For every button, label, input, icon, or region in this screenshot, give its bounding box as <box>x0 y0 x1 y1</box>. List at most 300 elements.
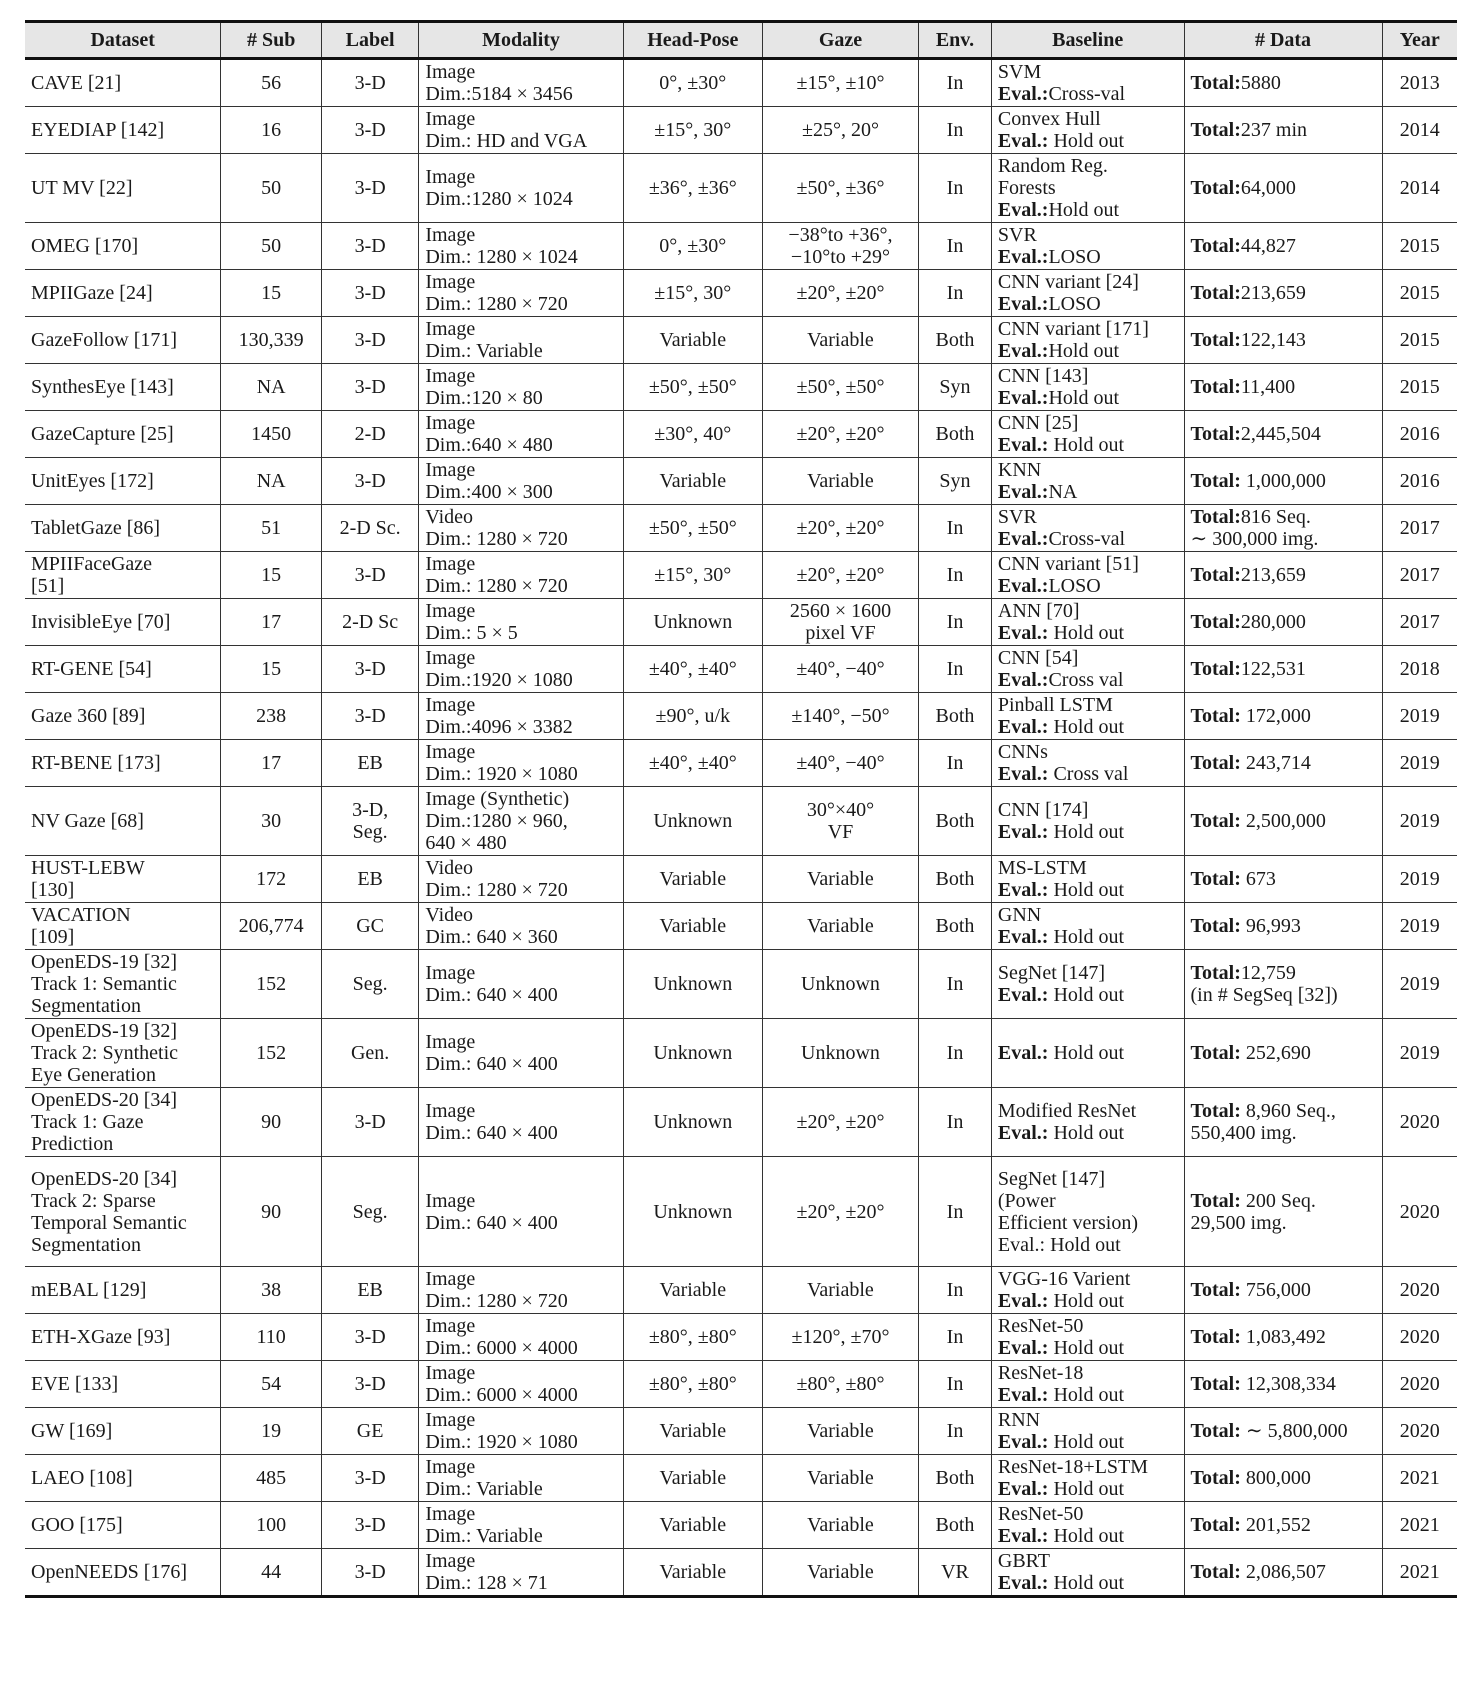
modality-line: Dim.:4096 × 3382 <box>425 716 573 738</box>
gaze-line: 30°×40° <box>806 799 875 821</box>
label-line: GC <box>356 915 385 937</box>
cell-modality <box>419 154 623 223</box>
cell-data <box>1184 1455 1382 1502</box>
cell-modality <box>419 787 623 856</box>
head-pose-line: Variable <box>659 1561 727 1583</box>
modality-line: Dim.:1280 × 1024 <box>425 188 573 210</box>
cell-sub: 51 <box>221 505 322 552</box>
cell-data <box>1184 317 1382 364</box>
cell-year: 2020 <box>1382 1408 1457 1455</box>
data-count-line <box>1191 282 1376 304</box>
cell-head-pose <box>623 1314 762 1361</box>
cell-modality <box>419 903 623 950</box>
cell-modality <box>419 1157 623 1267</box>
baseline-line <box>998 108 1178 130</box>
baseline-value: Hold out <box>1048 1122 1124 1144</box>
cell-env: In <box>919 552 992 599</box>
label-line: 3-D <box>354 1467 386 1489</box>
gaze-line: 2560 × 1600 <box>789 600 892 622</box>
label-line: Seg. <box>352 1200 388 1223</box>
cell-sub: 485 <box>221 1455 322 1502</box>
modality-line: Image <box>425 600 476 622</box>
data-count-line <box>1191 1561 1376 1583</box>
cell-year: 2019 <box>1382 740 1457 787</box>
table-row <box>25 1408 1457 1455</box>
cell-baseline <box>991 458 1184 505</box>
table-row <box>25 1088 1457 1157</box>
cell-label <box>321 59 418 107</box>
baseline-bold-label: Eval.: <box>997 340 1049 362</box>
table-row <box>25 1267 1457 1314</box>
table-row <box>25 646 1457 693</box>
label-line: 3-D <box>354 1561 386 1583</box>
data-count-bold-label: Total: <box>1190 1373 1241 1395</box>
dataset-line: OpenEDS-20 [34] <box>31 1089 178 1111</box>
cell-data <box>1184 693 1382 740</box>
col-header-gaze: Gaze <box>762 22 918 59</box>
cell-sub: NA <box>221 458 322 505</box>
dataset-line: Gaze 360 [89] <box>31 705 146 727</box>
head-pose-line: Variable <box>659 915 727 937</box>
cell-dataset <box>25 1549 221 1597</box>
table-row <box>25 223 1457 270</box>
cell-label <box>321 505 418 552</box>
data-count-line <box>1191 658 1376 680</box>
head-pose-line: ±90°, u/k <box>655 705 731 727</box>
gaze-line: ±20°, ±20° <box>796 1111 885 1133</box>
gaze-line: ±120°, ±70° <box>791 1326 890 1348</box>
table-row <box>25 154 1457 223</box>
cell-sub: 16 <box>221 107 322 154</box>
cell-dataset <box>25 1455 221 1502</box>
cell-head-pose <box>623 505 762 552</box>
data-count-value: 550,400 img. <box>1190 1122 1297 1144</box>
baseline-value: SegNet [147] <box>997 1167 1106 1190</box>
cell-year: 2021 <box>1382 1502 1457 1549</box>
cell-modality <box>419 223 623 270</box>
data-count-line <box>1191 423 1376 445</box>
data-count-value: 213,659 <box>1240 564 1306 586</box>
data-count-bold-label: Total: <box>1190 1100 1241 1122</box>
head-pose-line: ±80°, ±80° <box>648 1373 737 1395</box>
cell-label <box>321 903 418 950</box>
modality-line: Dim.: 640 × 400 <box>425 984 558 1006</box>
cell-label <box>321 1502 418 1549</box>
head-pose-line: Unknown <box>653 810 733 832</box>
cell-modality <box>419 646 623 693</box>
modality-line: Dim.:1280 × 960, <box>425 810 568 832</box>
baseline-line <box>998 459 1178 481</box>
data-count-bold-label: Total: <box>1190 235 1241 257</box>
data-count-value: 2,086,507 <box>1240 1561 1326 1583</box>
table-row <box>25 270 1457 317</box>
cell-gaze <box>762 1361 918 1408</box>
data-count-value: 201,552 <box>1240 1514 1311 1536</box>
modality-line: Image <box>425 365 476 387</box>
baseline-line <box>998 904 1178 926</box>
cell-gaze <box>762 693 918 740</box>
data-count-bold-label: Total: <box>1190 1467 1241 1489</box>
baseline-bold-label: Eval.: <box>997 1122 1049 1144</box>
data-count-bold-label: Total: <box>1190 564 1241 586</box>
data-count-value: ∼ 300,000 img. <box>1190 528 1319 550</box>
modality-line: Image <box>425 553 476 575</box>
cell-baseline <box>991 1408 1184 1455</box>
head-pose-line: ±15°, 30° <box>654 564 732 586</box>
cell-data <box>1184 154 1382 223</box>
cell-data <box>1184 223 1382 270</box>
cell-head-pose <box>623 693 762 740</box>
baseline-value: SVR <box>997 506 1037 528</box>
gaze-line: ±20°, ±20° <box>796 1200 885 1223</box>
baseline-line <box>998 669 1178 691</box>
baseline-line <box>998 1315 1178 1337</box>
head-pose-line: ±30°, 40° <box>654 423 732 445</box>
cell-dataset <box>25 59 221 107</box>
table-row <box>25 903 1457 950</box>
cell-env: Both <box>919 411 992 458</box>
cell-baseline <box>991 1314 1184 1361</box>
cell-dataset <box>25 1361 221 1408</box>
modality-line: Image <box>425 318 476 340</box>
cell-sub: 206,774 <box>221 903 322 950</box>
cell-modality <box>419 270 623 317</box>
cell-dataset <box>25 1408 221 1455</box>
baseline-line <box>998 246 1178 268</box>
cell-sub: NA <box>221 364 322 411</box>
baseline-value: CNN [54] <box>997 647 1079 669</box>
gaze-line: ±80°, ±80° <box>796 1373 885 1395</box>
data-count-value: 213,659 <box>1240 282 1306 304</box>
data-count-value: 673 <box>1240 868 1276 890</box>
baseline-value: (Power <box>997 1189 1056 1212</box>
cell-env: Both <box>919 787 992 856</box>
cell-head-pose <box>623 1088 762 1157</box>
header-row <box>25 22 1457 59</box>
baseline-value: Hold out <box>1048 1431 1124 1453</box>
modality-line: Image <box>425 271 476 293</box>
dataset-line: InvisibleEye [70] <box>31 611 171 633</box>
cell-year: 2017 <box>1382 599 1457 646</box>
cell-data <box>1184 1019 1382 1088</box>
cell-label <box>321 154 418 223</box>
cell-head-pose <box>623 740 762 787</box>
label-line: 3-D <box>354 1373 386 1395</box>
cell-year: 2020 <box>1382 1267 1457 1314</box>
cell-year: 2015 <box>1382 364 1457 411</box>
cell-sub: 172 <box>221 856 322 903</box>
cell-modality <box>419 1549 623 1597</box>
head-pose-line: ±50°, ±50° <box>648 517 737 539</box>
col-header-head-pose: Head-Pose <box>623 22 762 59</box>
cell-dataset <box>25 107 221 154</box>
baseline-bold-label: Eval.: <box>997 1337 1049 1359</box>
cell-dataset <box>25 599 221 646</box>
cell-sub: 56 <box>221 59 322 107</box>
cell-year: 2020 <box>1382 1314 1457 1361</box>
cell-label <box>321 599 418 646</box>
cell-modality <box>419 693 623 740</box>
baseline-line <box>998 155 1178 177</box>
modality-line: Dim.: HD and VGA <box>425 130 588 152</box>
cell-head-pose <box>623 107 762 154</box>
baseline-value: Hold out <box>1048 1042 1124 1064</box>
cell-label <box>321 1157 418 1267</box>
baseline-bold-label: Eval.: <box>997 1431 1049 1453</box>
cell-data <box>1184 505 1382 552</box>
cell-data <box>1184 1314 1382 1361</box>
cell-dataset <box>25 154 221 223</box>
cell-year: 2017 <box>1382 552 1457 599</box>
dataset-line: OMEG [170] <box>31 235 139 257</box>
baseline-value: ResNet-18+LSTM <box>997 1456 1149 1478</box>
col-header-baseline: Baseline <box>991 22 1184 59</box>
head-pose-line: 0°, ±30° <box>659 72 727 94</box>
gaze-line: Variable <box>807 1514 874 1536</box>
data-count-line <box>1191 1042 1376 1064</box>
baseline-line <box>998 575 1178 597</box>
modality-line: Image <box>425 1189 476 1212</box>
head-pose-line: Unknown <box>653 1200 733 1223</box>
label-line: 3-D <box>354 1326 386 1348</box>
modality-line: Dim.: 6000 × 4000 <box>425 1337 578 1359</box>
baseline-bold-label: Eval.: <box>997 199 1049 221</box>
cell-label <box>321 740 418 787</box>
col-header-dataset: Dataset <box>25 22 221 59</box>
cell-baseline <box>991 950 1184 1019</box>
data-count-bold-label: Total: <box>1190 810 1241 832</box>
cell-data <box>1184 1502 1382 1549</box>
data-count-line <box>1191 1279 1376 1301</box>
cell-head-pose <box>623 1455 762 1502</box>
data-count-bold-label: Total: <box>1190 72 1241 94</box>
data-count-value: 64,000 <box>1240 177 1296 199</box>
table-row <box>25 59 1457 107</box>
dataset-line: EVE [133] <box>31 1373 119 1395</box>
dataset-line: SynthesEye [143] <box>31 376 174 398</box>
dataset-line: OpenEDS-19 [32] <box>31 951 178 973</box>
cell-dataset <box>25 1314 221 1361</box>
baseline-line <box>998 506 1178 528</box>
cell-modality <box>419 317 623 364</box>
label-line: EB <box>357 868 383 890</box>
data-count-line <box>1191 1326 1376 1348</box>
gaze-line: pixel VF <box>805 622 876 644</box>
cell-baseline <box>991 693 1184 740</box>
data-count-line <box>1191 506 1376 528</box>
baseline-value: MS-LSTM <box>997 857 1087 879</box>
data-count-value: 1,000,000 <box>1240 470 1326 492</box>
label-line: 3-D <box>354 1111 386 1133</box>
cell-data <box>1184 1157 1382 1267</box>
baseline-value: CNN variant [171] <box>997 318 1149 340</box>
cell-dataset <box>25 458 221 505</box>
baseline-bold-label: Eval.: <box>997 1384 1049 1406</box>
cell-baseline <box>991 411 1184 458</box>
data-count-line <box>1191 868 1376 890</box>
modality-line: Dim.: 128 × 71 <box>425 1572 548 1594</box>
data-count-bold-label: Total: <box>1190 282 1241 304</box>
cell-head-pose <box>623 903 762 950</box>
baseline-value: Hold out <box>1048 926 1124 948</box>
cell-baseline <box>991 107 1184 154</box>
baseline-bold-label: Eval.: <box>997 984 1049 1006</box>
cell-label <box>321 1314 418 1361</box>
cell-head-pose <box>623 411 762 458</box>
cell-gaze <box>762 1502 918 1549</box>
cell-baseline <box>991 505 1184 552</box>
cell-modality <box>419 1019 623 1088</box>
gaze-line: Variable <box>807 1279 874 1301</box>
cell-env: In <box>919 505 992 552</box>
data-count-line <box>1191 177 1376 199</box>
data-count-line <box>1191 235 1376 257</box>
cell-gaze <box>762 903 918 950</box>
cell-sub: 38 <box>221 1267 322 1314</box>
modality-line: Video <box>425 904 474 926</box>
baseline-line <box>998 879 1178 901</box>
gaze-line: ±50°, ±36° <box>796 177 885 199</box>
baseline-bold-label: Eval.: <box>997 879 1049 901</box>
baseline-line <box>998 1550 1178 1572</box>
cell-label <box>321 856 418 903</box>
cell-year: 2014 <box>1382 154 1457 223</box>
cell-head-pose <box>623 1157 762 1267</box>
cell-head-pose <box>623 1502 762 1549</box>
cell-baseline <box>991 1019 1184 1088</box>
baseline-value: RNN <box>997 1409 1041 1431</box>
col-header-data: # Data <box>1184 22 1382 59</box>
cell-data <box>1184 1088 1382 1157</box>
cell-data <box>1184 1267 1382 1314</box>
baseline-value: GNN <box>997 904 1042 926</box>
cell-env: In <box>919 59 992 107</box>
label-line: 3-D <box>354 1514 386 1536</box>
table-row <box>25 505 1457 552</box>
cell-gaze <box>762 154 918 223</box>
baseline-bold-label: Eval.: <box>997 387 1049 409</box>
cell-env: In <box>919 223 992 270</box>
baseline-value: Cross val <box>1048 763 1129 785</box>
head-pose-line: Unknown <box>653 1111 733 1133</box>
baseline-value: Hold out <box>1048 1384 1124 1406</box>
head-pose-line: Variable <box>659 1279 727 1301</box>
dataset-line: [130] <box>31 879 75 901</box>
dataset-line: [109] <box>31 926 75 948</box>
baseline-value: LOSO <box>1048 293 1101 315</box>
table-row <box>25 856 1457 903</box>
baseline-value: SVR <box>997 224 1037 246</box>
dataset-line: OpenEDS-20 [34] <box>31 1167 178 1190</box>
label-line: 3-D <box>354 235 386 257</box>
cell-sub: 50 <box>221 223 322 270</box>
data-count-bold-label: Total: <box>1190 1326 1241 1348</box>
baseline-line <box>998 387 1178 409</box>
modality-line: Dim.: Variable <box>425 340 543 362</box>
data-count-line <box>1191 1212 1376 1234</box>
baseline-value: Efficient version) <box>997 1211 1139 1234</box>
head-pose-line: ±80°, ±80° <box>648 1326 737 1348</box>
cell-dataset <box>25 787 221 856</box>
col-header-modality: Modality <box>419 22 623 59</box>
cell-dataset <box>25 856 221 903</box>
cell-label <box>321 1267 418 1314</box>
cell-data <box>1184 950 1382 1019</box>
cell-sub: 110 <box>221 1314 322 1361</box>
baseline-value: Hold out <box>1048 1290 1124 1312</box>
cell-label <box>321 411 418 458</box>
cell-year: 2021 <box>1382 1455 1457 1502</box>
baseline-value: Hold out <box>1048 1572 1124 1594</box>
gaze-line: ±20°, ±20° <box>796 423 885 445</box>
data-count-bold-label: Total: <box>1190 611 1241 633</box>
baseline-value: Hold out <box>1048 1478 1124 1500</box>
modality-line: Dim.: 1280 × 720 <box>425 879 568 901</box>
cell-sub: 17 <box>221 599 322 646</box>
cell-modality <box>419 1455 623 1502</box>
cell-sub: 130,339 <box>221 317 322 364</box>
gaze-line: Variable <box>807 329 874 351</box>
baseline-bold-label: Eval.: <box>997 130 1049 152</box>
label-line: Seg. <box>352 973 388 995</box>
table-row <box>25 364 1457 411</box>
cell-baseline <box>991 740 1184 787</box>
baseline-value: CNNs <box>997 741 1048 763</box>
cell-head-pose <box>623 317 762 364</box>
data-count-bold-label: Total: <box>1190 658 1241 680</box>
cell-gaze <box>762 505 918 552</box>
data-count-value: 5880 <box>1240 72 1281 94</box>
table-row <box>25 1455 1457 1502</box>
baseline-bold-label: Eval.: <box>997 763 1049 785</box>
head-pose-line: ±15°, 30° <box>654 119 732 141</box>
data-count-line <box>1191 752 1376 774</box>
cell-year: 2020 <box>1382 1361 1457 1408</box>
modality-line: Image <box>425 1315 476 1337</box>
dataset-line: Track 2: Synthetic <box>31 1042 179 1064</box>
col-header-sub: # Sub <box>221 22 322 59</box>
cell-gaze <box>762 646 918 693</box>
label-line: EB <box>357 752 383 774</box>
baseline-value: CNN [174] <box>997 799 1089 821</box>
table-row <box>25 787 1457 856</box>
col-header-env: Env. <box>919 22 992 59</box>
dataset-table-container <box>25 20 1457 1598</box>
baseline-line <box>998 821 1178 843</box>
cell-data <box>1184 59 1382 107</box>
baseline-value: Hold out <box>1048 199 1119 221</box>
head-pose-line: ±36°, ±36° <box>648 177 737 199</box>
cell-env: In <box>919 599 992 646</box>
head-pose-line: Variable <box>659 868 727 890</box>
cell-baseline <box>991 154 1184 223</box>
cell-env: Syn <box>919 458 992 505</box>
cell-dataset <box>25 1157 221 1267</box>
cell-data <box>1184 646 1382 693</box>
cell-head-pose <box>623 787 762 856</box>
cell-data <box>1184 364 1382 411</box>
cell-sub: 54 <box>221 1361 322 1408</box>
cell-head-pose <box>623 1408 762 1455</box>
table-row <box>25 1549 1457 1597</box>
gaze-line: −38°to +36°, <box>788 224 893 246</box>
cell-data <box>1184 599 1382 646</box>
cell-env: Syn <box>919 364 992 411</box>
data-count-value: 12,308,334 <box>1240 1373 1336 1395</box>
baseline-line <box>998 83 1178 105</box>
gaze-line: ±20°, ±20° <box>796 517 885 539</box>
baseline-line <box>998 553 1178 575</box>
